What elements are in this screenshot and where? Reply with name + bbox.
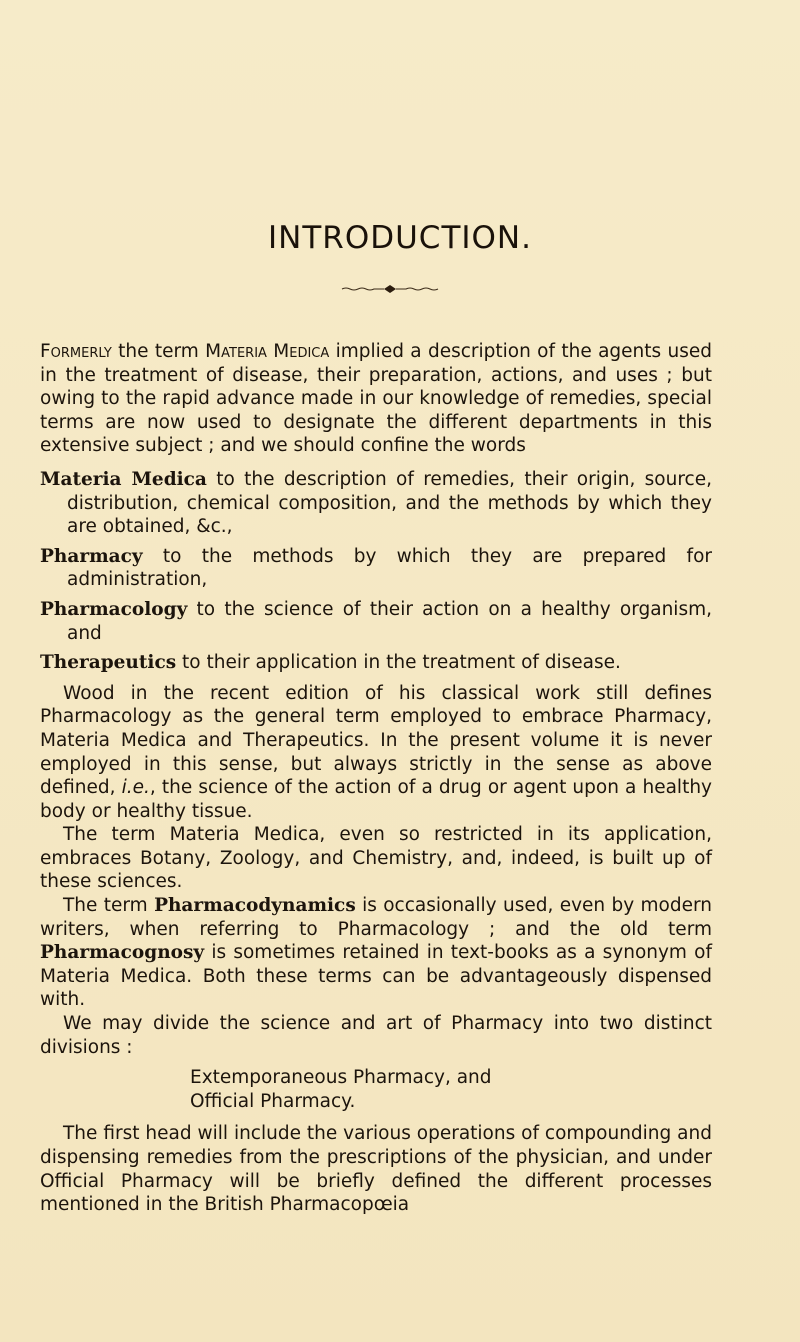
definition-term: Pharmacy bbox=[40, 545, 143, 567]
definition-pharmacy: Pharmacy to the methods by which they are prepared for administration, bbox=[40, 545, 712, 591]
division-item: Extemporaneous Pharmacy, and bbox=[190, 1067, 492, 1089]
lead-word: Formerly bbox=[40, 341, 112, 362]
definition-term: Materia Medica bbox=[40, 468, 207, 490]
ornament-divider-icon bbox=[340, 282, 440, 296]
wood-paragraph: Wood in the recent edition of his classical work still defines Pharmacology as the general term employed to embrace Pharmacy, Materia Medica and Therapeutics. In the present volume it is never employed in this sense, but always strictly in the sense as above defined, i.e., the science of the action of a drug or agent upon a healthy body or healthy tissue. bbox=[40, 682, 712, 822]
materia-medica-smallcaps: Materia Medica bbox=[205, 341, 330, 362]
definition-materia-medica: Materia Medica to the description of remedies, their origin, source, distribution, chemical composition, and the methods by which they are obtained, &c., bbox=[40, 468, 712, 538]
definition-pharmacology: Pharmacology to the science of their action on a healthy organism, and bbox=[40, 598, 712, 644]
pharmacognosy-term: Pharmacognosy bbox=[40, 942, 205, 964]
pharmacodynamics-paragraph: The term Pharmacodynamics is occasionally used, even by modern writers, when referring to Pharmacology ; and the old term Pharmacognosy is sometimes retained in text-books as a synonym of Materia Medica. Both these terms can be advantageously dispensed with. bbox=[40, 895, 712, 1011]
intro-paragraph: Formerly the term Materia Medica implied a description of the agents used in the treatment of disease, their preparation, actions, and uses ; but owing to the rapid advance made in our knowledge of remedies, special terms are now used to designate the different departments in this extensive subject ; and we should confine the words bbox=[40, 341, 712, 457]
chapter-heading: INTRODUCTION. bbox=[268, 220, 532, 256]
definition-therapeutics: Therapeutics to their application in the treatment of disease. bbox=[40, 652, 621, 674]
divisions-list bbox=[40, 1066, 712, 1113]
divide-paragraph: We may divide the science and art of Pharmacy into two distinct divisions : bbox=[40, 1013, 712, 1058]
definition-term: Therapeutics bbox=[40, 652, 177, 674]
first-head-paragraph: The first head will include the various operations of compounding and dispensing remedies from the prescriptions of the physician, and under Official Pharmacy will be briefly defined the different processes mentioned in the British Pharmacopœia bbox=[40, 1123, 712, 1216]
division-item: Official Pharmacy. bbox=[190, 1090, 356, 1112]
botany-paragraph: The term Materia Medica, even so restricted in its application, embraces Botany, Zoology, and Chemistry, and, indeed, is built up of these sciences. bbox=[40, 824, 712, 893]
ie-abbreviation: i.e. bbox=[121, 777, 150, 799]
pharmacodynamics-term: Pharmacodynamics bbox=[154, 895, 356, 917]
body-text bbox=[40, 340, 712, 1217]
definition-term: Pharmacology bbox=[40, 598, 188, 620]
